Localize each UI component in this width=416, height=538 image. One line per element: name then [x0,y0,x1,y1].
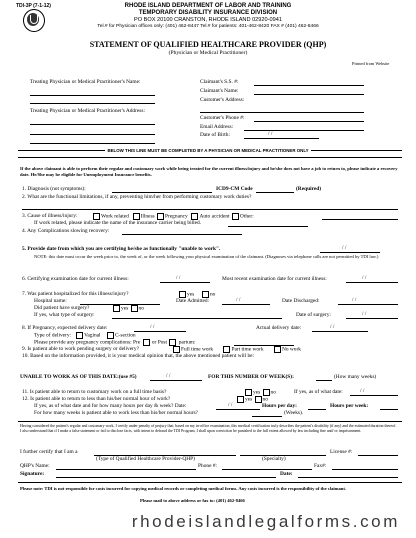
q6-cert-exam-label: 6. Certifying examination date for current illness: [22,276,129,282]
email-label: Email Address: [200,124,234,130]
date-label: Date: [280,471,293,477]
q7-no-label: no [209,291,216,298]
q12-hours-week-label: Hours per week: [330,403,369,409]
watermark-text: rhodeislandlegalforms.com [131,512,400,531]
q11-no-checkbox[interactable] [263,389,270,396]
q3-pregnancy-label: Pregnancy [165,213,188,220]
q6-recent-exam-label: Most recent examination date for current illness: [222,276,327,282]
provider-type-hint: (Type of Qualified Healthcare Provider-QHP) [96,456,195,462]
form-subtitle: (Physician or Medical Practitioner) [168,50,248,56]
q9-part-time-checkbox[interactable] [223,346,230,353]
footer-note: Please note: TDI is not responsible for costs incurred for copying medical records or completing medical forms. Any costs incurred is the responsibility of the claimant. [20,486,347,491]
q9-part-time-label: Part time work [231,346,264,353]
q7-admitted-slashes: / / [236,297,241,303]
q12-date-field[interactable] [216,409,260,410]
q3-other-label: Other: [239,213,254,220]
claimant-name-label: Claimant's Name: [200,88,239,94]
license-label: License #: [330,449,353,455]
q3-auto-accident-label: Auto accident [199,213,230,220]
q1-diagnosis-label: 1. Diagnosis (not symptoms): [22,186,86,192]
certify-text: Having considered the patient's regular and customary work, I certify under penalty of perjury that, based on my in-office examination, this medical certification truly describes the patient's disability (if any) and the estimated duration thereof. I also understand that if I make a false statement or fail to disclose facts, with intent to defraud the TDI Program, I shall upon conviction be punished to the full extent allowed by law including fine and/ or imprisonment. [20,424,397,433]
unable-date-field[interactable] [150,380,202,381]
q5-date-field[interactable] [320,252,380,253]
q8-actual-delivery-field[interactable] [312,331,368,332]
certify-rule [18,421,402,422]
q8-post-checkbox[interactable] [169,339,176,346]
q12-weeks-unit: (Weeks). [284,410,304,416]
weeks-label: FOR THIS NUMBER OF WEEK(S): [208,374,294,380]
q12-return-less-label: 12. Is patient able to return to less than his/her normal hour of work? [22,396,171,402]
q3-carrier-field[interactable] [228,226,308,227]
q3-illness-checkbox[interactable] [133,213,140,220]
q7-surgery-date-label: Date of surgery: [296,312,331,318]
weeks-hint: (How many weeks) [334,374,377,380]
q12-hours-day-field[interactable] [308,409,326,410]
divider-rule-bottom [18,157,402,158]
q12-hours-week-field[interactable] [380,409,398,410]
q8-vaginal-label: Vaginal [84,332,101,339]
physician-address-label: Treating Physician or Medical Practitioner's Address: [30,108,146,114]
q3-auto-accident-checkbox[interactable] [191,213,198,220]
q9-no-work-label: No work [281,346,301,353]
dept-name: RHODE ISLAND DEPARTMENT OF LABOR AND TRAINING [124,3,292,9]
q12-weeks-label: For how many weeks is patient able to work less than his/her normal hours? [34,410,198,416]
q4-complications-label: 4. Any Complications slowing recovery: [22,228,110,234]
intro-text: If the above claimant is able to perform their regular and customary work while being treated for the current illness/injury and he/she does not have a job to return to, please indicate a recovery date. He/She may be eligible for Unemployment Insurance benefits. [20,166,398,177]
q11-date-field[interactable] [350,395,398,396]
q7-surgery-no-checkbox[interactable] [131,305,138,312]
dob-slashes: / / [268,131,273,137]
certify-provider-label: I further certify that I am a [20,449,78,455]
q12-hours-day-label: Hours per day: [262,403,297,409]
dept-address: PO BOX 20100 CRANSTON, RHODE ISLAND 02920-0941 [134,17,282,23]
q3-other-field[interactable] [322,219,398,220]
license-field[interactable] [358,455,398,456]
q8-expected-delivery-label: 8. If Pregnancy, expected delivery date: [22,325,108,331]
q7-yes-label: yes [187,291,195,298]
q1-diagnosis-field[interactable] [112,192,212,193]
q3-carrier-label: If work related, please indicate the name of the insurance carrier being billed. [34,220,202,226]
physician-address-line-3[interactable] [30,143,155,144]
q9-work-pending-label: 9. Is patient able to work pending surgery or delivery? [22,346,139,352]
form-id: TDI-3P (7-1-12) [16,3,51,9]
q7-surgery-type-label: If yes, what type of surgery: [34,312,95,318]
dob-field[interactable] [244,138,319,139]
q5-certify-date-label: 5. Provide date from which you are certifying he/she as functionally "unable to work". [22,246,221,252]
q7-no-checkbox[interactable] [202,291,209,298]
q11-no-label: no [270,389,276,396]
q7-hospital-name-label: Hospital name: [34,298,67,304]
q3-work-related-checkbox[interactable] [93,213,100,220]
footer-rule [18,482,402,483]
footer-note-fax: Please mail to above address or fax to: (401) 462-8466 [140,498,245,503]
form-title: STATEMENT OF QUALIFIED HEALTHCARE PROVIDER (QHP) [89,40,327,49]
q7-yes-checkbox[interactable] [179,291,186,298]
watermark-band [0,506,416,538]
date-field[interactable] [298,477,398,478]
q1-icd-label: ICD9-CM Code [216,186,253,192]
dept-phones: Tel.# for Physician offices only: (401) 462-8447 Tel.# for patients: 401-462-8420 FAX # (401) 462-8466 [97,24,319,29]
q7-discharged-label: Date Discharged: [282,298,320,304]
q7-surgery-date-field[interactable] [346,318,398,319]
q2-limitations-label: 2. What are the functional limitations, if any, preventing him/her from performing customary work duties? [22,194,252,200]
q12-no-label: no [262,396,268,403]
q8-actual-slashes: / / [330,324,335,330]
customer-address-line-1[interactable] [200,112,364,113]
claimant-name-field[interactable] [254,94,364,95]
q8-complications-label: Please provide any pregnancy complications: Pre [34,339,141,346]
q12-weeks-field[interactable] [252,416,282,417]
q11-yes-label: yes [253,389,261,396]
q7-surgery-type-field[interactable] [112,318,282,319]
q1-required: (Required) [296,186,322,192]
fax-label: Fax#: [314,463,327,469]
q7-surgery-yes-checkbox[interactable] [113,305,120,312]
q8-delivery-type-label: Type of delivery: [34,332,72,339]
signature-field[interactable] [56,477,276,478]
q3-other-checkbox[interactable] [232,213,239,220]
q8-vaginal-checkbox[interactable] [76,332,83,339]
q7-surgery-date-slashes: / / [362,311,367,317]
printed-from-website: Printed from Website [352,61,390,66]
q6-cert-slashes: / / [176,275,181,281]
q1-icd-field[interactable] [256,192,294,193]
q8-post-label: or Post [151,339,167,346]
physician-name-line-1[interactable] [30,95,155,96]
q10-opinion-label: 10. Based on the information provided, it is your medical opinion that, the above mentioned patient will be: [22,353,255,359]
q3-work-related-label: Work related [101,213,129,220]
q3-illness-label: Illness [140,213,155,220]
unable-slashes: / / [166,373,171,379]
q11-return-full-label: 11. Is patient able to return to customary work on a full time basis? [22,389,167,395]
q8-partum-label: partum: [178,339,196,346]
q7-hospitalized-label: 7. Was patient hospitalized for this illness/injury? [22,291,129,297]
q9-full-time-checkbox[interactable] [173,346,180,353]
q5-note: NOTE: this date must occur the week prior to, the week of, or the week following your physical examination of the claimant. (Diagnoses via telephone calls are not permitted by TDI law.) [34,254,379,259]
weeks-field[interactable] [316,380,332,381]
q8-csection-checkbox[interactable] [107,332,114,339]
q12-slashes: / / [228,402,233,408]
q11-slashes: / / [360,388,365,394]
division-name: TEMPORARY DISABILITY INSURANCE DIVISION [138,10,278,16]
qhp-name-label: QHP's Name: [20,463,50,469]
q8-expected-delivery-field[interactable] [134,331,186,332]
q7-discharged-slashes: / / [352,297,357,303]
divider-text: BELOW THIS LINE MUST BE COMPLETED BY A PHYSICIAN OR MEDICAL PRACTITIONER ONLY [107,148,309,153]
customer-phone-field[interactable] [254,121,364,122]
q6-recent-exam-field[interactable] [346,282,398,283]
unable-to-work-label: UNABLE TO WORK AS OF THIS DATE:(use #5) [20,374,137,380]
q3-cause-label: 3. Cause of illness/injury: [22,213,78,219]
q7-admitted-field[interactable] [222,304,270,305]
q8-expected-slashes: / / [150,324,155,330]
phone-label: Phone #: [198,463,218,469]
dob-label: Date of Birth: [200,132,230,138]
q9-full-time-label: Full time work [181,346,214,353]
q12-date-label: If yes, as of what date and for how many hours per day & week? Date: [34,403,187,409]
email-field[interactable] [244,130,364,131]
q8-csection-label: C-section [114,332,136,339]
physician-name-line-2[interactable] [30,103,155,104]
q7-surgery-yes-no [112,305,144,312]
q7-surgery-yes-label: yes [121,305,129,312]
q3-pregnancy-checkbox[interactable] [157,213,164,220]
q11-yes-checkbox[interactable] [245,389,252,396]
fax-field[interactable] [332,469,398,470]
customer-address-label: Customer's Address: [200,97,245,103]
q8-pre-checkbox[interactable] [143,339,150,346]
q2-field-1[interactable] [22,209,398,210]
specialty-hint: (Specialty) [262,456,286,462]
q7-surgery-no-label: no [138,305,144,312]
q6-recent-slashes: / / [362,275,367,281]
q12-yes-label: yes [245,396,253,403]
signature-label: Signature: [20,471,45,477]
q5-slashes: / / [342,245,347,251]
q7-admitted-label: Date Admitted: [176,298,210,304]
q9-no-work-checkbox[interactable] [274,346,281,353]
q7-surgery-label: Did patient have surgery? [34,305,90,311]
q8-actual-delivery-label: Actual delivery date: [256,325,302,331]
physician-address-line-1[interactable] [30,124,155,125]
customer-phone-label: Customer's Phone #: [200,115,245,121]
q12-yes-checkbox[interactable] [237,396,244,403]
q6-cert-exam-field[interactable] [160,282,210,283]
q7-discharged-field[interactable] [338,304,398,305]
qhp-name-field[interactable] [56,469,196,470]
physician-address-line-2[interactable] [30,134,155,135]
phone-field[interactable] [222,469,312,470]
claimant-ssn-field[interactable] [254,85,364,86]
q4-field[interactable] [122,234,242,235]
q12-no-checkbox[interactable] [255,396,262,403]
claimant-ssn-label: Claimant's S.S. #: [200,79,239,85]
q11-date-label: If yes, as of what date: [294,389,343,395]
physician-name-label: Treating Physician or Medical Practitioner's Name: [30,79,141,85]
